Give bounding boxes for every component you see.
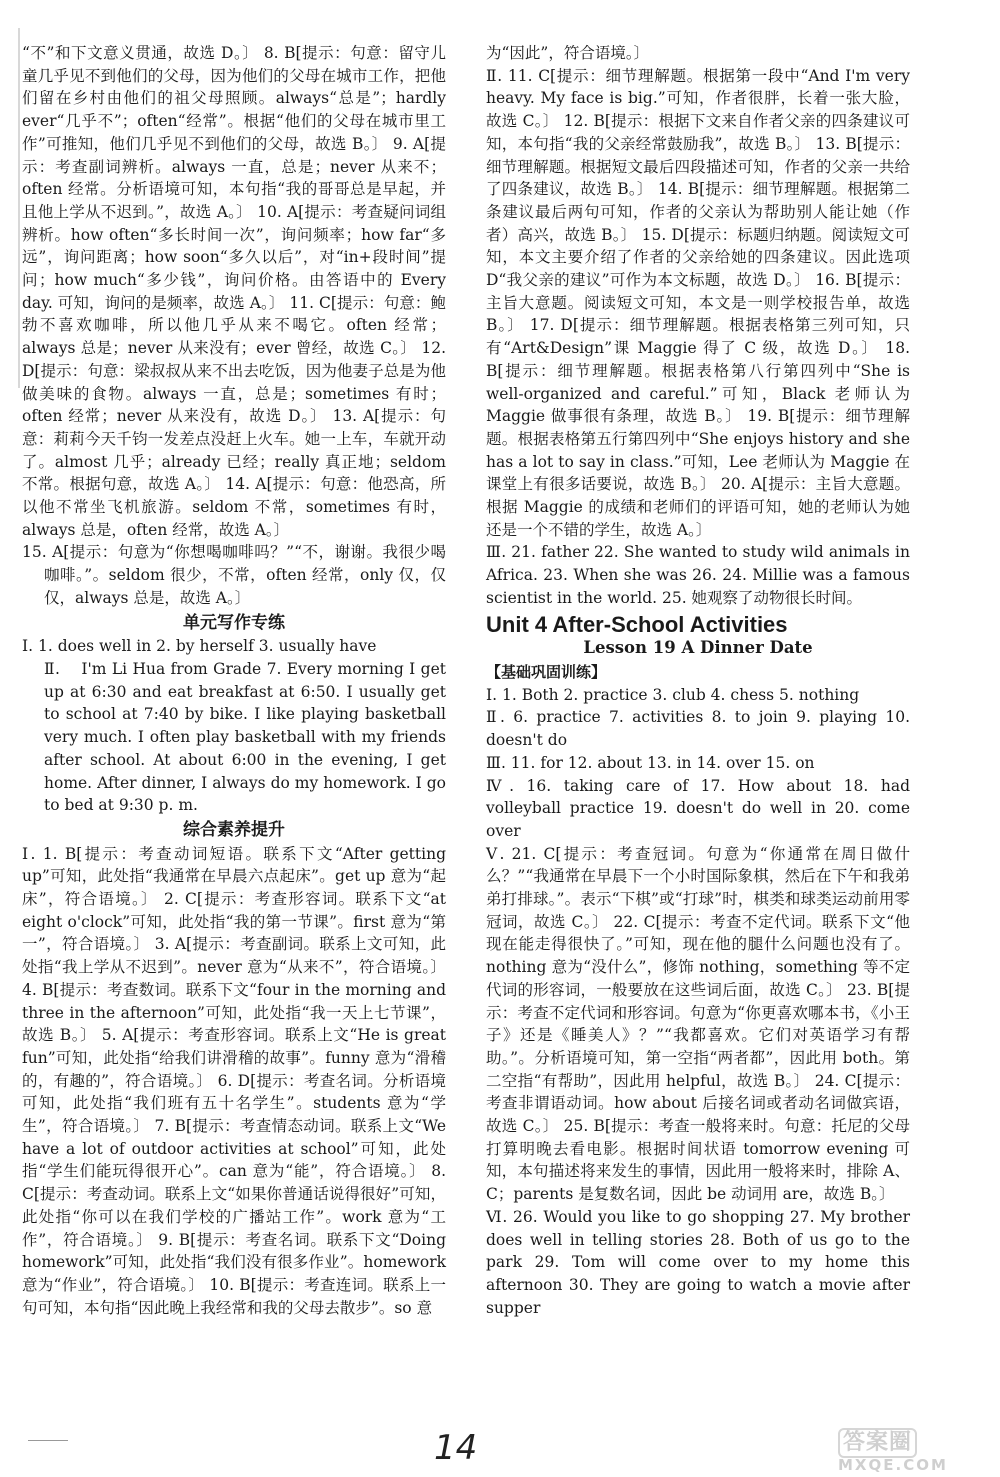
writing-part2-label: Ⅱ. (44, 659, 60, 678)
essay-text: I'm Li Hua from Grade 7. Every morning I get up at 6:30 and eat breakfast at 6:50. I usually get to school at 7:40 by bike. I like playing basketball very much. I often play basketball with my friends after school. At about 6:00 in the evening, I get home. After dinner, I always do my homework. I go to bed at 9:30 p. m. (44, 659, 446, 815)
right-column (486, 42, 910, 1319)
block-label: 【基础巩固训练】 (486, 662, 607, 681)
writing-essay (22, 658, 446, 817)
exercise-item: Ⅵ. 26. Would you like to go shopping 27. My brother does well in telling stories 28. Both of us go to the park 29. Tom will come over to my home this afternoon 30. They are going to watch a movie after supper (486, 1207, 910, 1317)
watermark-url: MXQE.COM (838, 1456, 948, 1474)
page-number: 14 (434, 1428, 478, 1468)
comprehensive-heading: 综合素养提升 (183, 819, 285, 840)
margin-mark (18, 28, 20, 388)
exercise-item: Ⅱ. 6. practice 7. activities 8. to join 9. playing 10. doesn't do (486, 708, 910, 750)
section-2-answers: Ⅱ. 11. C[提示：细节理解题。根据第一段中“And I'm very heavy. My face is big.”可知，作者很胖，长着一张大脸，故选 C。〕 12. B[提示：根据下文来自作者父亲的四条建议可知，本句指“我的父亲经常鼓励我”，故选 B。〕 13. B[提示：细节理解题。根据短文最后四段描述可知，作者的父亲一共给了四条建议，故选 B。〕 14. B[提示：细节理解题。根据第二条建议最后两句可知，作者的父亲认为帮助别人能让她（作者）高兴，故选 B。〕 15. D[提示：标题归纳题。阅读短文可知，本文主要介绍了作者的父亲给她的四条建议。因此选项 D“我父亲的建议”可作为本文标题，故选 D。〕 16. B[提示：主旨大意题。阅读短文可知，本文是一则学校报告单，故选 B。〕 17. D[提示：细节理解题。根据表格第三列可知，只有“Art&Design”课 Maggie 得了 C 级，故选 D。〕 18. B[提示：细节理解题。根据表格第八行第四列中“She is well-organized and careful.”可知，Black 老师认为 Maggie 做事很有条理，故选 B。〕 19. B[提示：细节理解题。根据表格第五行第四列中“She enjoys history and she has a lot to say in class.”可知，Lee 老师认为 Maggie 在课堂上有很多话要说，故选 B。〕 20. A[提示：主旨大意题。根据 Maggie 的成绩和老师们的评语可知，她的老师认为她还是一个不错的学生，故选 A。〕 (486, 66, 910, 539)
watermark-text: 答案圈 (838, 1428, 917, 1458)
section-3-answers: Ⅲ. 21. father 22. She wanted to study wild animals in Africa. 23. When she was 26. 24. Millie was a famous scientist in the world. 25. 她观察了动物很长时间。 (486, 543, 910, 607)
comprehensive-text: Ⅰ. 1. B[提示：考查动词短语。联系下文“After getting up”可知，此处指“我通常在早晨六点起床”。get up 意为“起床”，符合语境。〕 2. C[提示：考查形容词。联系下文“at eight o'clock”可知，此处指“我的第一节课”。first 意为“第一”，符合语境。〕 3. A[提示：考查副词。联系上文可知，此处指“我上学从不迟到”。never 意为“从来不”，符合语境。〕 4. B[提示：考查数词。联系下文“four in the morning and three in the afternoon”可知，此处指“我一天上七节课”，故选 B。〕 5. A[提示：考查形容词。联系上文“He is great fun”可知，此处指“给我们讲滑稽的故事”。funny 意为“滑稽的，有趣的”，符合语境。〕 6. D[提示：考查名词。分析语境可知，此处指“我们班有五十名学生”。students 意为“学生”，符合语境。〕 7. B[提示：考查情态动词。联系上文“We have a lot of outdoor activities at school”可知，此处指“学生们能玩得很开心”。can 意为“能”，符合语境。〕 8. C[提示：考查动词。联系上文“如果你普通话说得很好”可知，此处指“你可以在我们学校的广播站工作”。work 意为“工作”，符合语境。〕 9. B[提示：考查名词。联系下文“Doing homework”可知，此处指“我们没有很多作业”。homework 意为“作业”，符合语境。〕 10. B[提示：考查连词。联系上一句可知，本句指“因此晚上我经常和我的父母去散步”。so 意 (22, 844, 446, 1317)
exercise-item: Ⅳ. 16. taking care of 17. How about 18. had volleyball practice 19. doesn't do well in 20. come over (486, 776, 910, 840)
lesson-title: Lesson 19 A Dinner Date (583, 638, 813, 658)
writing-heading: 单元写作专练 (183, 612, 285, 633)
writing-part1: Ⅰ. 1. does well in 2. by herself 3. usually have (22, 637, 377, 656)
left-column (22, 42, 446, 1319)
answer-paragraph: 15. A[提示：句意为“你想喝咖啡吗？”“不，谢谢。我很少喝咖啡。”。seldom 很少，不常，often 经常，only 仅，仅仅，always 总是，故选 A。〕 (22, 543, 446, 607)
continuation-text: 为“因此”，符合语境。〕 (486, 44, 650, 62)
exercise-item: Ⅰ. 1. Both 2. practice 3. club 4. chess 5. nothing (486, 685, 860, 704)
watermark-logo (838, 1428, 988, 1472)
bottom-rule (28, 1440, 68, 1441)
exercise-item: Ⅴ. 21. C[提示：考查冠词。句意为“你通常在周日做什么？”“我通常在早晨下一个小时国际象棋，然后在下午和我弟弟打排球。”。表示“下棋”或“打球”时，棋类和球类运动前用零冠词，故选 C。〕 22. C[提示：考查不定代词。联系下文“他现在能走得很快了。”可知，现在他的腿什么问题也没有了。nothing 意为“没什么”，修饰 nothing，something 等不定代词的形容词，一般要放在这些词后面，故选 C。〕 23. B[提示：考查不定代词和形容词。句意为“你更喜欢哪本书，《小王子》还是《睡美人》？”“我都喜欢。它们对英语学习有帮助。”。分析语境可知，第一空指“两者都”，因此用 both。第二空指“有帮助”，因此用 helpful，故选 B。〕 24. C[提示：考查非谓语动词。how about 后接名词或者动名词做宾语，故选 C。〕 25. B[提示：考查一般将来时。句意：托尼的父母打算明晚去看电影。根据时间状语 tomorrow evening 可知，本句描述将来发生的事情，因此用一般将来时，排除 A、C；parents 是复数名词，因此 be 动词用 are，故选 B。〕 (486, 844, 910, 1204)
unit-title: Unit 4 After-School Activities (486, 611, 788, 637)
answer-paragraph: “不”和下文意义贯通，故选 D。〕 8. B[提示：句意：留守儿童几乎见不到他们的父母，因为他们的父母在城市工作，把他们留在乡村由他们的祖父母照顾。always“总是”；hardly ever“几乎不”；often“经常”。根据“他们的父母在城市里工作”可推知，他们几乎见不到他们的父母，故选 B。〕 9. A[提示：考查副词辨析。always 一直，总是；never 从来不；often 经常。分析语境可知，本句指“我的哥哥总是早起，并且他上学从不迟到。”，故选 A。〕 10. A[提示：考查疑问词组辨析。how often“多长时间一次”，询问频率；how far“多远”，询问距离；how soon“多久以后”，对“in+段时间”提问；how much“多少钱”，询问价格。由答语中的 Every day. 可知，询问的是频率，故选 A。〕 11. C[提示：句意：鲍勃不喜欢咖啡，所以他几乎从来不喝它。often 经常；always 总是；never 从来没有；ever 曾经，故选 C。〕 12. D[提示：句意：梁叔叔从来不出去吃饭，因为他妻子总是为他做美味的食物。always 一直，总是；sometimes 有时；often 经常；never 从来没有，故选 D。〕 13. A[提示：句意：莉莉今天千钧一发差点没赶上火车。她一上车，车就开动了。almost 几乎；already 已经；really 真正地；seldom 不常。根据句意，故选 A。〕 14. A[提示：句意：他恐高，所以他不常坐飞机旅游。seldom 不常，sometimes 有时，always 总是，often 经常，故选 A。〕 (22, 44, 446, 539)
exercise-item: Ⅲ. 11. for 12. about 13. in 14. over 15. on (486, 753, 815, 772)
